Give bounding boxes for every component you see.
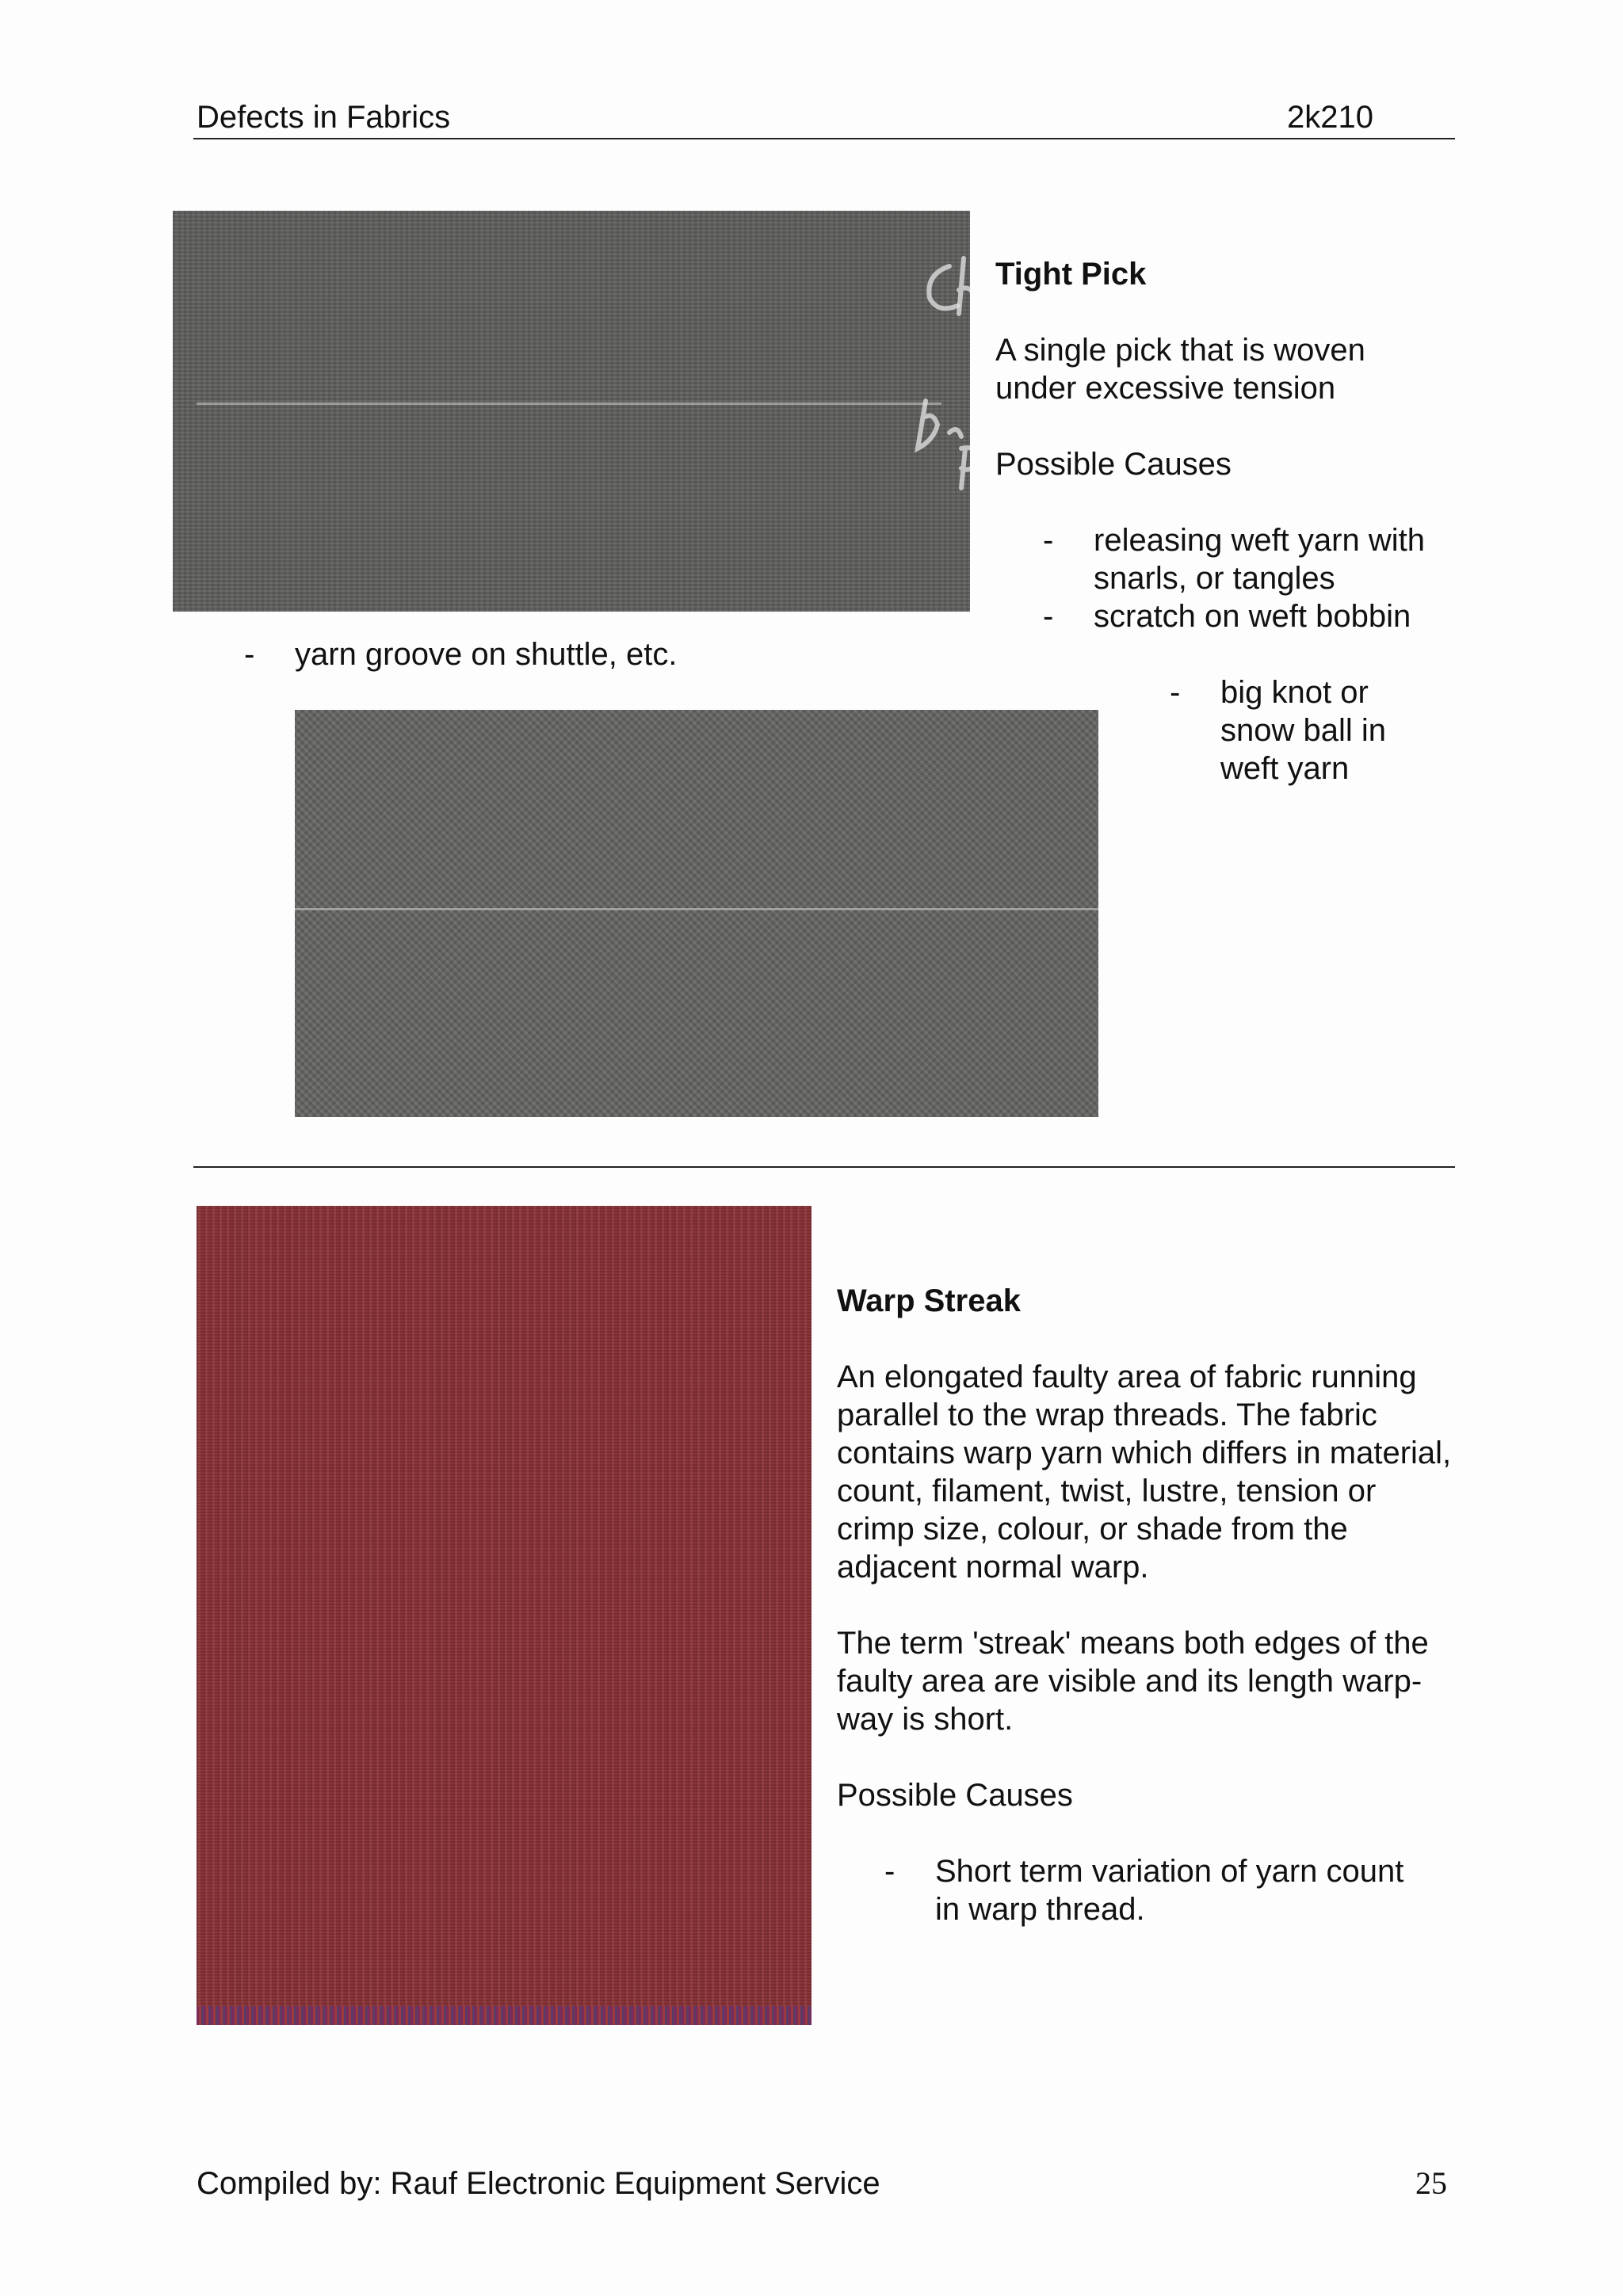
- tight-pick-closeup-image: [295, 710, 1098, 1117]
- footer-compiled-by: Compiled by: Rauf Electronic Equipment Service: [197, 2166, 880, 2201]
- document-code: 2k210: [1287, 100, 1373, 135]
- cause-text: Short term variation of yarn count in warp thread.: [935, 1854, 1404, 1927]
- page-number: 25: [1415, 2165, 1447, 2201]
- cause-text: scratch on weft bobbin: [1094, 599, 1411, 634]
- bullet-dash: -: [884, 1854, 896, 1889]
- bullet-dash: -: [1043, 599, 1054, 634]
- cause-text: yarn groove on shuttle, etc.: [295, 637, 678, 672]
- warp-streak-paragraph: The term 'streak' means both edges of the faulty area are visible and its length warp-way is short.: [837, 1626, 1429, 1737]
- header-rule: [193, 138, 1455, 139]
- bullet-dash: -: [1170, 675, 1181, 710]
- warp-streak-causes-label: Possible Causes: [837, 1778, 1073, 1813]
- tight-pick-causes-label: Possible Causes: [995, 447, 1232, 482]
- section-divider: [193, 1166, 1455, 1168]
- cause-text: big knot or snow ball in weft yarn: [1220, 675, 1387, 786]
- fabric-edge: [197, 2006, 812, 2025]
- warp-streak-paragraph: An elongated faulty area of fabric running parallel to the wrap threads. The fabric contains warp yarn which differs in material, count, filament, twist, lustre, tension or crimp size, colour, or shade from the adjacent normal warp.: [837, 1360, 1452, 1585]
- tight-pick-defect-line: [197, 402, 941, 405]
- tight-pick-heading: Tight Pick: [995, 257, 1147, 292]
- cause-text: releasing weft yarn with snarls, or tangles: [1094, 523, 1425, 596]
- chalk-mark-icon: [902, 242, 970, 496]
- document-title: Defects in Fabrics: [197, 100, 451, 135]
- tight-pick-defect-line: [295, 908, 1098, 910]
- tight-pick-description: A single pick that is woven under excessive tension: [995, 333, 1365, 406]
- warp-streak-heading: Warp Streak: [837, 1283, 1021, 1318]
- tight-pick-fabric-image: [173, 211, 970, 612]
- warp-streak-fabric-image: [197, 1206, 812, 2025]
- bullet-dash: -: [1043, 523, 1054, 558]
- bullet-dash: -: [244, 637, 255, 672]
